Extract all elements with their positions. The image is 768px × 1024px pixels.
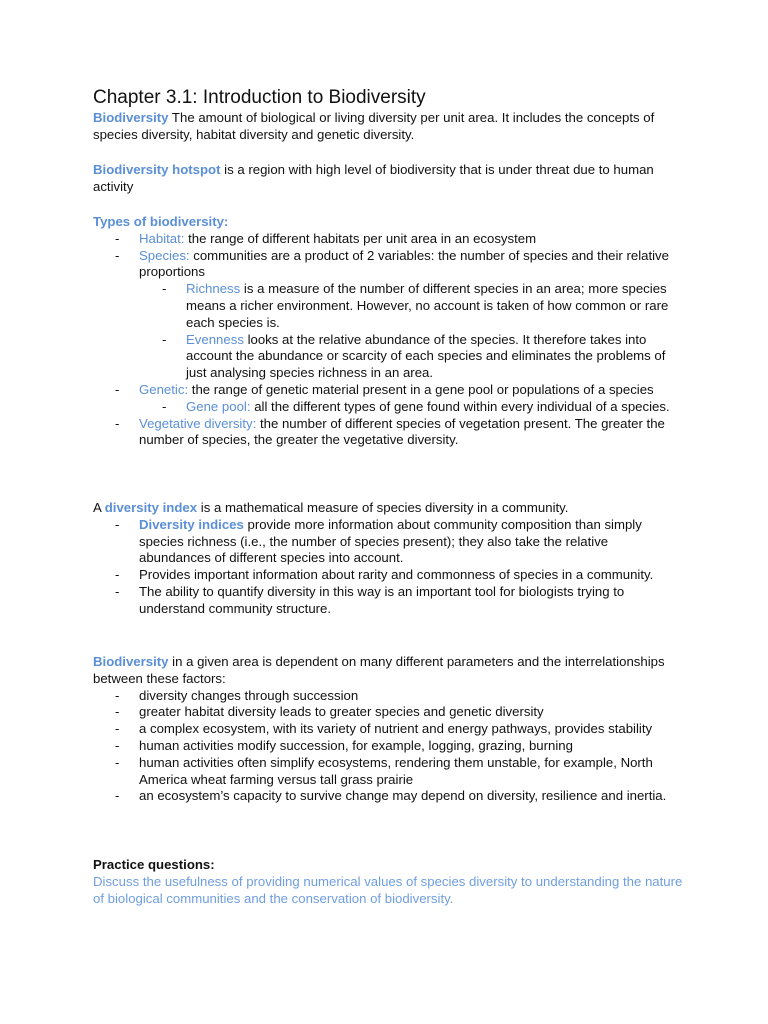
page-title: Chapter 3.1: Introduction to Biodiversity bbox=[93, 87, 426, 108]
list-item bbox=[93, 382, 683, 399]
term-habitat: Habitat: bbox=[139, 230, 185, 246]
item-text: the range of genetic material present in a gene pool or populations of a species bbox=[188, 381, 654, 397]
factors-section bbox=[93, 654, 683, 805]
list-item: - diversity changes through succession bbox=[93, 688, 683, 705]
definition-text: is a mathematical measure of species diversity in a community. bbox=[197, 500, 569, 515]
biodiversity-definition bbox=[93, 110, 683, 144]
list-item bbox=[93, 248, 683, 282]
term-evenness: Evenness bbox=[186, 331, 244, 347]
term-richness: Richness bbox=[186, 281, 241, 297]
item-text: communities are a product of 2 variables: the number of species and their relative proportions bbox=[139, 247, 669, 280]
list-item bbox=[93, 416, 683, 450]
prefix-text: A bbox=[93, 500, 105, 515]
list-item: - human activities modify succession, for example, logging, grazing, burning bbox=[93, 738, 683, 755]
term-genetic: Genetic: bbox=[139, 381, 189, 397]
definition-text: is a region with high level of biodiversity that is under threat due to human activity bbox=[93, 162, 654, 194]
index-definition bbox=[93, 500, 683, 517]
item-text: provide more information about community composition than simply species richness (i.e., the number of species present); they also take the relative abundances of different species into account. bbox=[139, 516, 642, 566]
term-vegetative: Vegetative diversity: bbox=[139, 415, 257, 431]
term-diversity-index: diversity index bbox=[104, 500, 198, 515]
list-item: - The ability to quantify diversity in this way is an important tool for biologists trying to understand community structure. bbox=[93, 584, 683, 618]
practice-heading: Practice questions: bbox=[93, 857, 215, 872]
term-species: Species: bbox=[139, 247, 190, 263]
term-biodiversity: Biodiversity bbox=[93, 110, 169, 125]
list-item bbox=[93, 231, 683, 248]
factors-intro bbox=[93, 654, 683, 688]
list-item: - human activities often simplify ecosystems, rendering them unstable, for example, North America wheat farming versus tall grass prairie bbox=[93, 755, 683, 789]
item-text: is a measure of the number of different species in an area; more species means a richer environment. However, no account is taken of how common or rare each species is. bbox=[186, 281, 669, 330]
term-hotspot: Biodiversity hotspot bbox=[93, 162, 221, 177]
definition-text: The amount of biological or living diversity per unit area. It includes the concepts of species diversity, habitat diversity and genetic diversity. bbox=[93, 110, 655, 142]
diversity-index-section bbox=[93, 500, 683, 618]
list-item bbox=[93, 281, 683, 331]
list-item bbox=[93, 332, 683, 382]
item-text: the number of different species of vegetation present. The greater the number of species, the greater the vegetative diversity. bbox=[139, 415, 665, 448]
intro-text: in a given area is dependent on many different parameters and the interrelationships between these factors: bbox=[93, 654, 665, 686]
list-item: - a complex ecosystem, with its variety of nutrient and energy pathways, provides stability bbox=[93, 721, 683, 738]
section-heading: Types of biodiversity: bbox=[93, 214, 229, 229]
term-diversity-indices: Diversity indices bbox=[139, 516, 244, 532]
item-text: the range of different habitats per unit area in an ecosystem bbox=[184, 230, 537, 246]
list-item: - greater habitat diversity leads to greater species and genetic diversity bbox=[93, 704, 683, 721]
term-biodiversity: Biodiversity bbox=[93, 654, 169, 669]
types-section bbox=[93, 214, 683, 449]
practice-section bbox=[93, 857, 683, 907]
list-item: - Provides important information about rarity and commonness of species in a community. bbox=[93, 567, 683, 584]
list-item bbox=[93, 399, 683, 416]
term-gene-pool: Gene pool: bbox=[186, 398, 251, 414]
item-text: looks at the relative abundance of the species. It therefore takes into account the abundance or scarcity of each species and eliminates the problems of just analysing species richness in an area. bbox=[186, 331, 666, 381]
list-item: - an ecosystem’s capacity to survive change may depend on diversity, resilience and inertia. bbox=[93, 788, 683, 805]
item-text: all the different types of gene found within every individual of a species. bbox=[250, 398, 670, 414]
practice-question: Discuss the usefulness of providing numerical values of species diversity to understanding the nature of biological communities and the conservation of biodiversity. bbox=[93, 873, 683, 906]
hotspot-definition bbox=[93, 162, 683, 196]
list-item bbox=[93, 517, 683, 567]
